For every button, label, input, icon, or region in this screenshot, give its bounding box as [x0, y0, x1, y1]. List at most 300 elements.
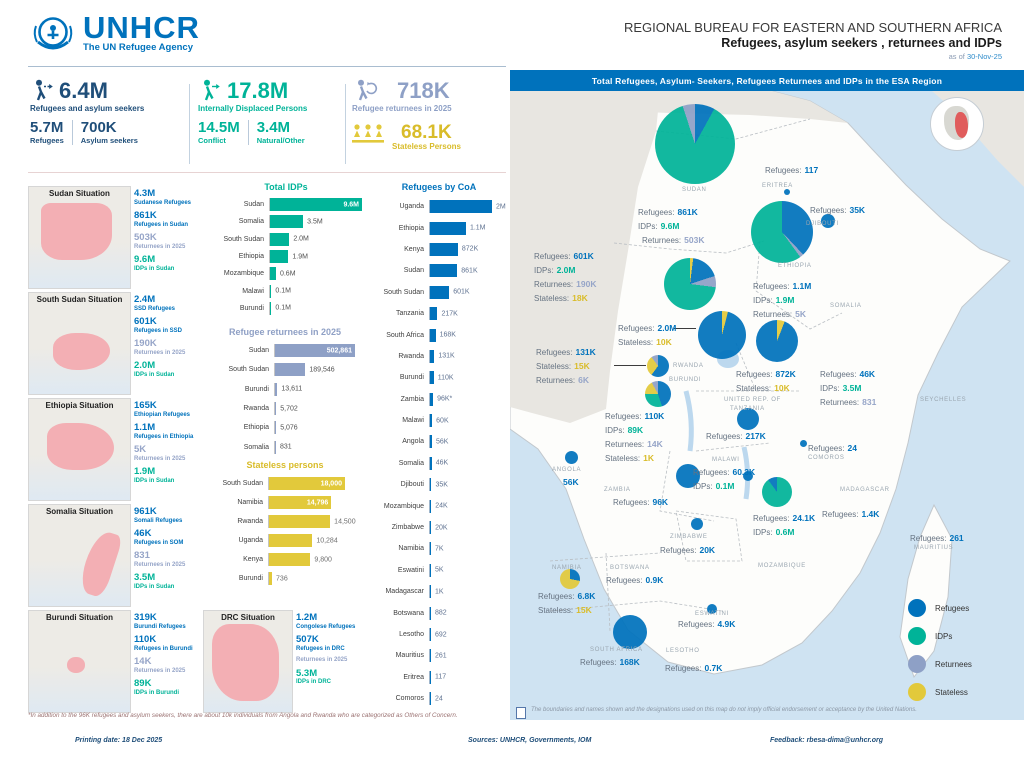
returnees-label: Refugee returnees in 2025	[352, 104, 452, 113]
stat-key: Refugees:	[822, 510, 859, 519]
bar-row	[368, 282, 510, 303]
bar-track	[429, 243, 492, 256]
stat-value: 319K	[134, 612, 157, 623]
bar	[430, 307, 458, 320]
bar-value: 14,500	[334, 518, 356, 525]
bar-value: 2.0M	[293, 235, 309, 243]
bar-row	[368, 495, 510, 516]
bar-track	[429, 649, 492, 662]
bar-label: Malawi	[242, 287, 264, 295]
country-name-label: DJIBOUTI	[806, 221, 839, 227]
stat-key: Refugees:	[693, 468, 730, 477]
stat-value: 601K	[573, 251, 594, 261]
bar-track	[269, 215, 362, 228]
stat-value: 190K	[576, 279, 597, 289]
bar-value: 189,546	[309, 366, 335, 374]
map-disclaimer	[516, 707, 1018, 719]
bar-row	[202, 213, 370, 230]
bar-value: 5K	[435, 566, 444, 574]
stat-key: Returnees:	[753, 310, 793, 319]
stat-key: Refugees:	[678, 620, 715, 629]
chart-total-idps	[202, 182, 370, 317]
bar-label: Kenya	[404, 245, 424, 253]
stat-value: 4.9K	[717, 619, 736, 629]
bar	[269, 534, 338, 547]
stat-value: 14K	[647, 439, 663, 449]
stat-key: Stateless:	[536, 362, 572, 371]
bar-track	[268, 496, 345, 509]
map-stat-label	[808, 443, 857, 453]
bar-track	[429, 542, 492, 555]
bar	[430, 222, 486, 235]
situation-stat	[134, 401, 206, 419]
stat-value: 217K	[745, 431, 766, 441]
situation-title: Ethiopia Situation	[45, 401, 114, 410]
bar-row	[368, 367, 510, 388]
stat-key: Returnees:	[536, 376, 576, 385]
situation-stat	[134, 529, 206, 547]
stat-label: IDPs in Sudan	[134, 477, 175, 484]
map-stat-label	[753, 295, 794, 305]
stat-value: 1K	[643, 453, 655, 463]
bar-label: Botswana	[393, 609, 424, 617]
stat-value: 0.7K	[704, 663, 723, 673]
bar-value: 117	[435, 673, 447, 681]
stat-value: 20K	[699, 545, 716, 555]
bar-row	[197, 437, 373, 456]
map-stat-label	[605, 439, 663, 449]
bar-value: 10,284	[316, 537, 338, 544]
bar	[430, 393, 453, 406]
bar	[275, 344, 355, 357]
bar-track	[429, 478, 492, 491]
stat-value: 503K	[134, 232, 157, 243]
bar-row	[368, 581, 510, 602]
bar-row	[368, 410, 510, 431]
stat-value: 110K	[134, 634, 157, 645]
bar-label: Burundi	[239, 304, 264, 312]
bar-track	[274, 363, 355, 376]
stat-value: 831	[862, 397, 877, 407]
logo-tagline: The UN Refugee Agency	[83, 42, 193, 53]
bar	[430, 521, 448, 534]
map-stat-label	[536, 347, 596, 357]
chart-title: Stateless persons	[246, 460, 324, 470]
bar	[430, 671, 447, 684]
bar-row	[368, 303, 510, 324]
disclaimer-text: The boundaries and names shown and the designations used on this map do not imply official endorsement or acceptance by the United Nations.	[531, 707, 917, 713]
situation-stat	[134, 423, 206, 441]
stat-returnees-stateless	[352, 79, 506, 151]
bar-track	[429, 435, 492, 448]
bar-label: South Sudan	[223, 235, 264, 243]
bar-track	[429, 607, 492, 620]
bar-value: 110K	[437, 374, 454, 382]
bar-value: 692	[435, 631, 447, 638]
stat-value: 6.8K	[577, 591, 596, 601]
country-pie	[751, 201, 813, 263]
bar-track	[429, 500, 492, 513]
map-stat-label	[736, 383, 790, 393]
stat-value: 2.0M	[657, 323, 677, 333]
bar-track	[429, 585, 492, 598]
header-divider	[28, 66, 506, 67]
bar-label: Namibia	[398, 545, 424, 553]
country-name-label: MADAGASCAR	[840, 487, 890, 493]
bar-label: Sudan	[243, 201, 264, 209]
burundi-shape	[67, 657, 84, 672]
situation-stat	[134, 317, 206, 335]
bar-track	[429, 371, 492, 384]
legend-label: Refugees	[935, 603, 970, 613]
situation-stat	[134, 211, 206, 229]
bar-label: Sudan	[403, 267, 424, 275]
legend-label: Returnees	[935, 659, 972, 669]
bar-row	[368, 602, 510, 623]
bar-label: Sudan	[248, 347, 269, 355]
country-name-label: SEYCHELLES	[920, 397, 967, 403]
asylum-seekers-count: 700K	[80, 119, 117, 136]
bar-value: 60K	[436, 417, 449, 425]
un-map-icon	[516, 707, 526, 719]
bar-value: 3.5M	[307, 218, 323, 226]
bar	[430, 649, 447, 662]
stat-key: Stateless:	[736, 384, 772, 393]
bar-row	[197, 474, 373, 493]
bar-track	[429, 521, 492, 534]
stat-label: Congolese Refugees	[296, 623, 356, 630]
bar-row	[368, 196, 510, 217]
map-stat-label	[606, 575, 663, 585]
stats-bottom-divider	[28, 172, 506, 173]
situation-stat	[296, 613, 368, 631]
map-stat-label	[810, 205, 865, 215]
bar-label: Zimbabwe	[391, 524, 424, 532]
bar-track	[268, 572, 345, 585]
country-pie	[655, 104, 735, 184]
stat-key: Refugees:	[618, 324, 655, 333]
bar-row	[202, 265, 370, 282]
stat-value: 14K	[134, 656, 152, 667]
stat-key: Refugees:	[910, 534, 947, 543]
bar-value: 24K	[435, 502, 448, 510]
bar-track	[268, 534, 345, 547]
bar-track	[274, 344, 355, 357]
idps-natural-count: 3.4M	[256, 119, 291, 136]
stat-value: 46K	[134, 528, 152, 539]
bar-label: Uganda	[238, 537, 263, 544]
bar-label: Ethiopia	[238, 253, 264, 261]
bar	[430, 264, 478, 277]
stat-value: 60.3K	[732, 467, 756, 477]
situation-ethiopia	[28, 398, 204, 500]
legend-swatch	[908, 655, 926, 673]
country-name-label: RWANDA	[673, 363, 704, 369]
stat-key: Refugees:	[580, 658, 617, 667]
stat-label: Returnees in 2025	[134, 349, 186, 356]
stat-key: IDPs:	[753, 528, 773, 537]
unhcr-logo	[30, 12, 200, 60]
bar-label: Ethiopia	[398, 224, 424, 232]
situation-title: Somalia Situation	[45, 507, 114, 516]
bar-track	[429, 628, 492, 641]
stat-value: 9.6M	[134, 254, 156, 265]
bar	[430, 564, 444, 577]
stat-value: 261	[949, 533, 964, 543]
stat-key: IDPs:	[820, 384, 840, 393]
returnees-total: 718K	[397, 78, 450, 103]
bar-value: 217K	[441, 310, 458, 318]
chart-title: Refugee returnees in 2025	[228, 327, 342, 337]
bar	[269, 496, 331, 509]
bar-label: Madagascar	[385, 588, 424, 596]
stat-key: IDPs:	[693, 482, 713, 491]
stat-key: Refugees:	[810, 206, 847, 215]
map-stat-label	[605, 411, 664, 421]
returnee-person-icon	[352, 79, 378, 103]
bar-value: 861K	[461, 267, 478, 275]
bar-track	[269, 250, 362, 263]
bar-value: 168K	[439, 331, 456, 339]
map-stat-label	[534, 293, 588, 303]
stat-value: 3.5M	[842, 383, 862, 393]
bar-label: Malawi	[402, 417, 424, 425]
bar	[275, 421, 298, 434]
country-name-label: BOTSWANA	[610, 565, 650, 571]
stat-value: 10K	[656, 337, 672, 347]
stat-label: Refugees in Sudan	[134, 221, 189, 228]
bar-track	[429, 564, 492, 577]
stat-label: IDPs in Burundi	[134, 689, 179, 696]
country-pie	[691, 518, 703, 530]
situation-stat	[134, 613, 206, 631]
country-name-label: UNITED REP. OF	[724, 397, 782, 403]
stat-label: IDPs in Sudan	[134, 371, 175, 378]
bar-row	[197, 493, 373, 512]
stat-label: Returnees in 2025	[296, 657, 348, 663]
bar-row	[368, 260, 510, 281]
bar-row	[368, 560, 510, 581]
bar-label: Mozambique	[223, 270, 264, 278]
bar	[430, 542, 444, 555]
map-stat-label	[638, 221, 679, 231]
bar-track	[269, 233, 362, 246]
map-stat-label	[753, 527, 794, 537]
bar	[430, 628, 447, 641]
bar-label: Rwanda	[398, 352, 424, 360]
stat-value: 0.1M	[715, 481, 735, 491]
map-stat-label	[665, 663, 722, 673]
map-stat-label	[753, 309, 806, 319]
feedback-email[interactable]: Feedback: rbesa-dima@unhcr.org	[770, 737, 884, 744]
map-stat-label	[822, 509, 879, 519]
situation-drc	[203, 610, 367, 712]
idp-person-icon	[198, 79, 222, 103]
country-name-label: LESOTHO	[666, 648, 700, 654]
bar-value: 7K	[435, 545, 444, 553]
refugees-asylum-label: Refugees and asylum seekers	[30, 104, 145, 113]
map-panel	[510, 70, 1024, 720]
stat-value: 5.3M	[296, 667, 318, 679]
map-stat-label	[736, 369, 796, 379]
bar-track	[269, 267, 362, 280]
stat-key: Refugees:	[534, 252, 571, 261]
bar-track	[274, 402, 355, 415]
country-pie	[560, 569, 580, 589]
stat-key: Refugees:	[736, 370, 773, 379]
country-pie	[664, 258, 716, 310]
stat-label: Refugees in Burundi	[134, 645, 193, 652]
stats-divider-2	[345, 84, 346, 164]
bar	[275, 402, 298, 415]
stat-key: Refugees:	[820, 370, 857, 379]
stat-value: 96K	[652, 497, 669, 507]
map-stat-label	[820, 369, 875, 379]
stat-key: IDPs:	[638, 222, 658, 231]
stateless-persons-icon	[352, 123, 384, 144]
map-stat-label	[538, 591, 595, 601]
stat-value: 1.1M	[792, 281, 812, 291]
map-stat-label	[580, 657, 640, 667]
stat-key: Refugees:	[613, 498, 650, 507]
stat-label: Ethiopian Refugees	[134, 411, 191, 418]
logo-wordmark: UNHCR	[83, 10, 200, 45]
bar-value: 0.1M	[275, 304, 291, 312]
legend-item	[908, 683, 972, 701]
stat-value: 861K	[134, 210, 157, 221]
stat-value: 46K	[859, 369, 876, 379]
stat-value: 6K	[578, 375, 590, 385]
situation-stat	[296, 635, 368, 653]
bar-row	[197, 360, 373, 379]
bar-label: Mauritius	[395, 652, 424, 660]
stat-value: 2.0M	[556, 265, 576, 275]
bar-value: 882	[435, 609, 447, 617]
bar	[270, 198, 362, 211]
map-stat-label	[534, 265, 575, 275]
bar-value: 0.6M	[279, 270, 296, 278]
stat-value: 1.9M	[134, 466, 156, 477]
bar-track	[269, 285, 362, 298]
situation-burundi	[28, 610, 204, 712]
legend-item	[908, 599, 972, 617]
stat-key: Refugees:	[606, 576, 643, 585]
map-stat-label	[536, 375, 589, 385]
footnote: *In addition to the 96K refugees and asylum seekers, there are about 10k individuals from Angola and Rwanda who are categorized as Others of Concern.	[28, 712, 458, 719]
rwanda-connector-line	[614, 365, 646, 366]
bar-value: 20K	[435, 524, 448, 532]
stat-value: 9.6M	[660, 221, 680, 231]
idps-conflict-count: 14.5M	[198, 119, 240, 136]
stat-key: Stateless:	[618, 338, 654, 347]
bar-label: Somalia	[398, 459, 424, 467]
stat-key: IDPs:	[605, 426, 625, 435]
country-name-label: SOMALIA	[830, 303, 862, 309]
bar-label: South Africa	[386, 331, 424, 339]
situation-title: South Sudan Situation	[36, 295, 123, 304]
bar-value: 0.1M	[275, 287, 291, 295]
bar	[430, 585, 444, 598]
map-stat-label	[678, 619, 735, 629]
situation-sudan	[28, 186, 204, 288]
stat-key: IDPs:	[753, 296, 773, 305]
bar	[269, 477, 345, 490]
stat-key: Refugees:	[665, 664, 702, 673]
stat-value: 89K	[627, 425, 644, 435]
stat-value: 1.4K	[861, 509, 880, 519]
bar-row	[368, 688, 510, 709]
stat-label: Returnees in 2025	[134, 243, 186, 250]
legend-item	[908, 655, 972, 673]
bar-track	[429, 692, 492, 705]
ethiopia-shape	[47, 423, 114, 469]
stat-key: Refugees:	[605, 412, 642, 421]
bar-value: 96K*	[437, 395, 453, 403]
bar-row	[197, 341, 373, 360]
stat-label: Refugees in DRC	[296, 645, 345, 652]
situation-stat	[134, 233, 206, 251]
stat-label: IDPs in Sudan	[134, 583, 175, 590]
legend-label: IDPs	[935, 631, 953, 641]
bar-row	[368, 453, 510, 474]
country-name-label: MAURITIUS	[914, 545, 954, 551]
map-stat-label	[642, 235, 704, 245]
bar-label: Ethiopia	[243, 424, 269, 432]
bar-value: 13,611	[281, 385, 303, 393]
bar	[270, 285, 291, 298]
page-title-block	[624, 20, 1002, 61]
situation-stat	[134, 507, 206, 525]
stat-key: Stateless:	[538, 606, 574, 615]
legend-item	[908, 627, 972, 645]
country-pie	[784, 189, 790, 195]
situation-stat	[134, 189, 206, 207]
stat-value: 2.0M	[134, 360, 156, 371]
situation-stat	[134, 339, 206, 357]
bar-track	[429, 286, 492, 299]
bar	[275, 363, 335, 376]
bar	[270, 302, 291, 315]
map-stat-label	[706, 431, 766, 441]
bar-track	[274, 441, 355, 454]
ethiopia-map-thumbnail	[28, 398, 131, 501]
bar	[430, 457, 449, 470]
stat-label: Refugees in Ethiopia	[134, 433, 194, 440]
bar-row	[368, 239, 510, 260]
bar	[270, 233, 309, 246]
stat-key: Refugees:	[808, 444, 845, 453]
stat-value: 89K	[134, 678, 152, 689]
bar	[430, 478, 448, 491]
stat-key: Refugees:	[706, 432, 743, 441]
map-stat-label	[910, 533, 964, 543]
bar-label: Burundi	[244, 385, 269, 393]
stat-label: IDPs in Sudan	[134, 265, 175, 272]
africa-inset-map	[930, 97, 984, 151]
map-stat-label	[605, 425, 643, 435]
chart-stateless-persons	[197, 460, 373, 588]
map-stat-label	[560, 477, 579, 487]
bar	[269, 515, 356, 528]
bar-value: 24	[435, 695, 443, 703]
stat-value: 4.3M	[134, 188, 156, 199]
bar-row	[368, 624, 510, 645]
country-pie	[645, 381, 671, 407]
situation-stat	[134, 551, 206, 569]
drc-map-thumbnail	[203, 610, 293, 713]
bar-row	[368, 324, 510, 345]
bar-row	[197, 418, 373, 437]
